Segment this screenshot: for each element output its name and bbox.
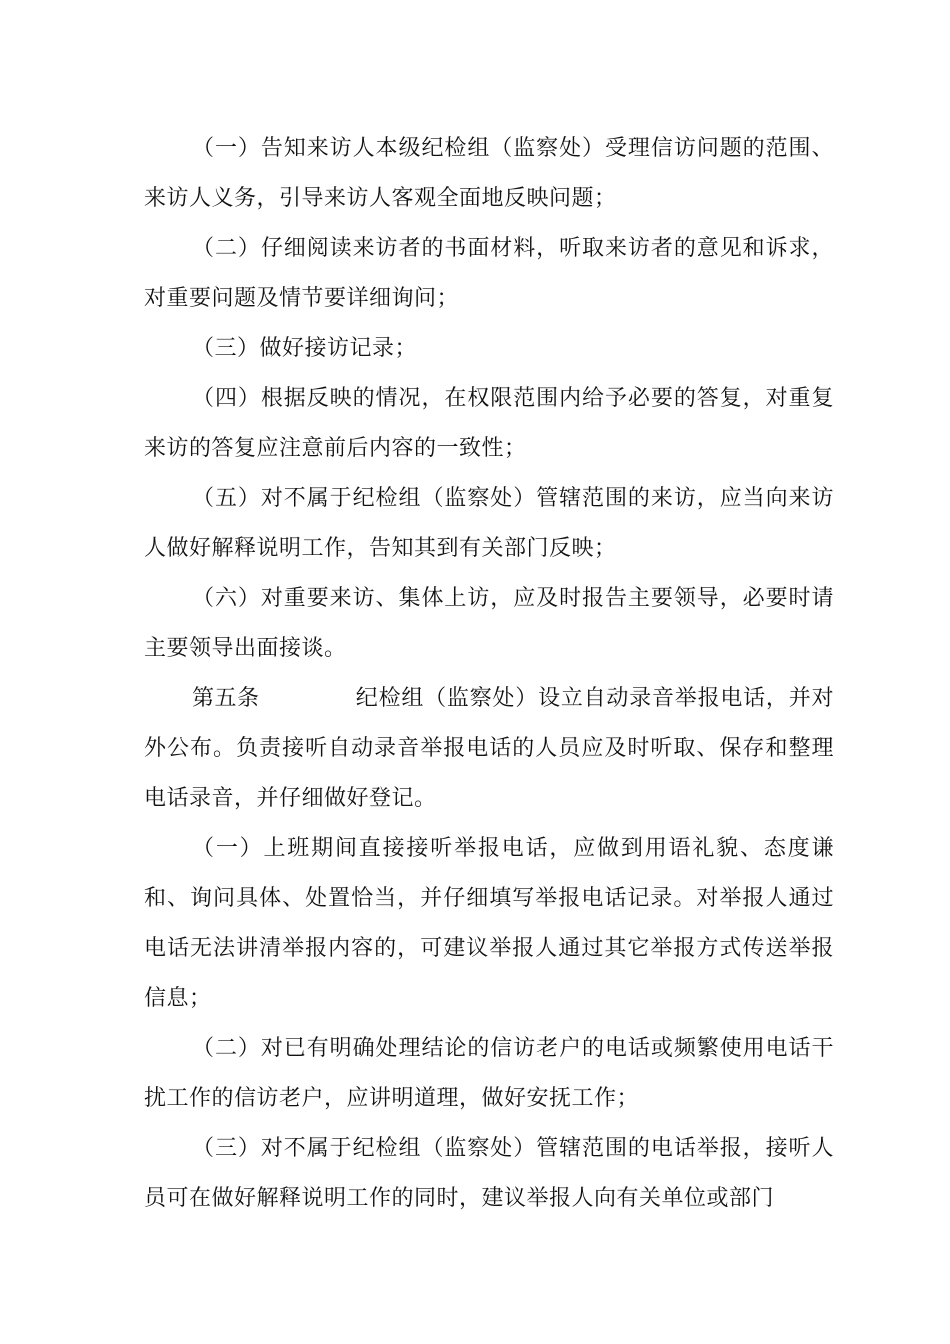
paragraph-item-1: （一）告知来访人本级纪检组（监察处）受理信访问题的范围、来访人义务，引导来访人客观全面地反映问题；	[144, 136, 834, 211]
paragraph-item-6: （六）对重要来访、集体上访，应及时报告主要领导，必要时请主要领导出面接谈。	[144, 586, 834, 661]
paragraph-item-3: （三）做好接访记录；	[192, 336, 418, 361]
document-body	[144, 124, 834, 1224]
paragraph-item-7: （一）上班期间直接接听举报电话，应做到用语礼貌、态度谦和、询问具体、处置恰当，并仔细填写举报电话记录。对举报人通过电话无法讲清举报内容的，可建议举报人通过其它举报方式传送举报信息；	[144, 836, 834, 1011]
paragraph-item-2: （二）仔细阅读来访者的书面材料，听取来访者的意见和诉求，对重要问题及情节要详细询问；	[144, 236, 834, 311]
article-text: 纪检组（监察处）设立自动录音举报电话，并对外公布。负责接听自动录音举报电话的人员应及时听取、保存和整理电话录音，并仔细做好登记。	[144, 686, 834, 811]
paragraph-item-4: （四）根据反映的情况，在权限范围内给予必要的答复，对重复来访的答复应注意前后内容的一致性；	[144, 386, 834, 461]
paragraph-item-9: （三）对不属于纪检组（监察处）管辖范围的电话举报，接听人员可在做好解释说明工作的同时，建议举报人向有关单位或部门	[144, 1136, 834, 1211]
article-number: 第五条	[192, 686, 260, 711]
article-5	[144, 674, 834, 824]
paragraph-item-8: （二）对已有明确处理结论的信访老户的电话或频繁使用电话干扰工作的信访老户，应讲明道理，做好安抚工作；	[144, 1036, 834, 1111]
paragraph-item-5: （五）对不属于纪检组（监察处）管辖范围的来访，应当向来访人做好解释说明工作，告知其到有关部门反映；	[144, 486, 834, 561]
